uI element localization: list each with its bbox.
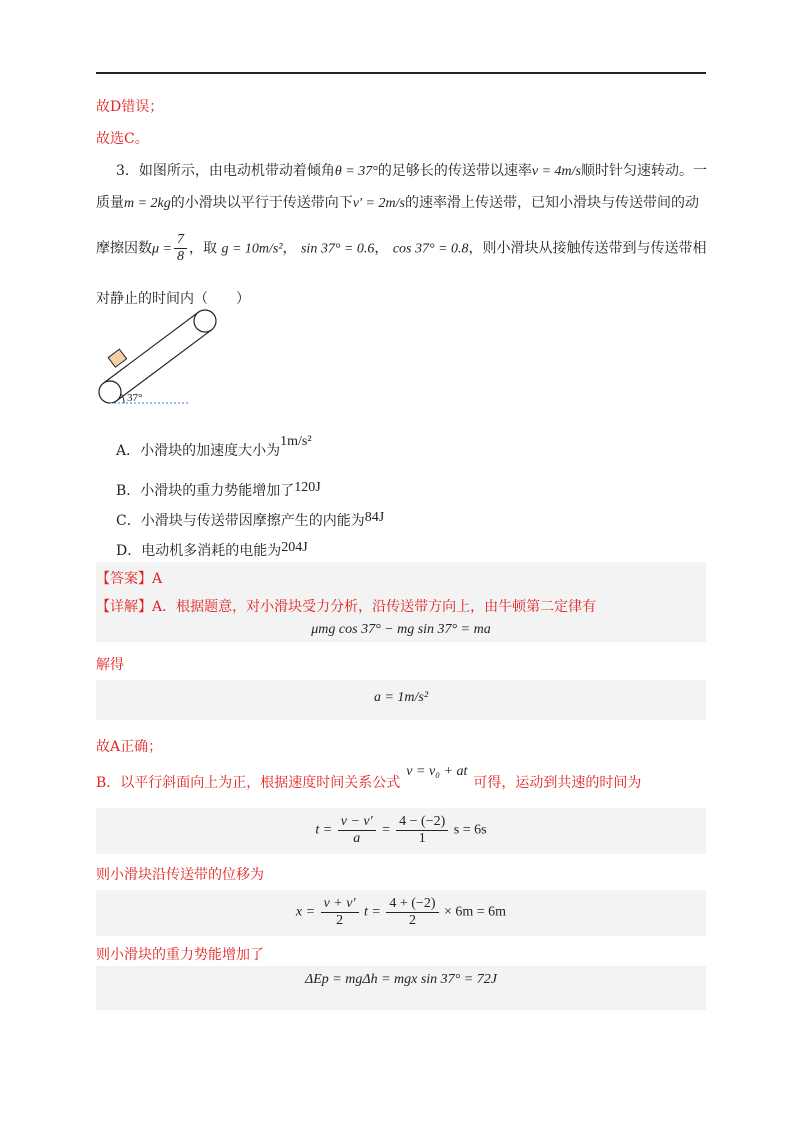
time-fraction-2: $\frac{4 - (-2)}{1}$ — [396, 814, 448, 847]
answer-box — [96, 562, 706, 642]
equation-displacement: x = $\frac{v + v'}{2}$ t = $\frac{4 + (-2)}{2}$ × 6m = 6m — [295, 896, 507, 928]
equation-box-t — [96, 808, 706, 854]
angle-label: 37° — [127, 392, 143, 404]
question-line-4: 对静止的时间内（ ） — [96, 291, 250, 307]
equation-box-a — [96, 680, 706, 720]
time-fraction-1: $\frac{v - v'}{a}$ — [338, 814, 376, 847]
option-d: D．电动机多消耗的电能为204J — [116, 540, 308, 559]
option-c: C．小滑块与传送带因摩擦产生的内能为84J — [116, 510, 385, 529]
equation-acceleration: a = 1m/s² — [373, 690, 429, 705]
equation-box-x — [96, 890, 706, 936]
answer-label: 【答案】A — [96, 571, 163, 587]
conveyor-diagram — [94, 308, 224, 408]
displacement-text: 则小滑块沿传送带的位移为 — [96, 867, 264, 883]
slider-block — [108, 349, 126, 367]
option-a: A．小滑块的加速度大小为1m/s² — [116, 434, 312, 459]
belt-bottom — [117, 330, 212, 401]
b-line: B．以平行斜面向上为正，根据速度时间关系公式v = v₀ + at可得，运动到共速的时间为 — [96, 764, 642, 791]
prev-line-d-wrong: 故D错误； — [96, 99, 164, 115]
belt-top — [103, 312, 198, 383]
disp-fraction-2: $\frac{4 + (-2)}{2}$ — [386, 896, 438, 929]
option-b: B．小滑块的重力势能增加了120J — [116, 480, 321, 499]
solve-text: 解得 — [96, 657, 124, 673]
equation-time: t = $\frac{v - v'}{a}$ = $\frac{4 - (-2)}{1}$ s = 6s — [315, 814, 487, 846]
equation-potential-energy: ΔEp = mgΔh = mgx sin 37° = 72J — [305, 972, 497, 987]
mu-fraction: $\frac{7}{8}$ — [174, 232, 187, 265]
equation-newton: μmg cos 37° − mg sin 37° = ma — [311, 622, 491, 637]
answer-detail: 【详解】A．根据题意，对小滑块受力分析，沿传送带方向上，由牛顿第二定律有 — [96, 599, 597, 615]
a-correct: 故A正确； — [96, 739, 163, 755]
potential-energy-text: 则小滑块的重力势能增加了 — [96, 947, 264, 963]
header-rule — [96, 72, 706, 74]
question-line-2: 质量m = 2kg的小滑块以平行于传送带向下v′ = 2m/s的速率滑上传送带，已知小滑块与传送带间的动 — [96, 195, 699, 211]
prev-line-choose-c: 故选C。 — [96, 131, 149, 147]
question-line-3: 摩擦因数μ = $\frac{7}{8}$ ，取 g = 10m/s²， sin 37° = 0.6， cos 37° = 0.8，则小滑块从接触传送带到与传送带相 — [96, 232, 707, 264]
disp-fraction-1: $\frac{v + v'}{2}$ — [321, 896, 359, 929]
equation-box-pe — [96, 966, 706, 1010]
question-line-1: 3．如图所示，由电动机带动着倾角θ = 37°的足够长的传送带以速率v = 4m/s顺时针匀速转动。一 — [116, 163, 707, 179]
